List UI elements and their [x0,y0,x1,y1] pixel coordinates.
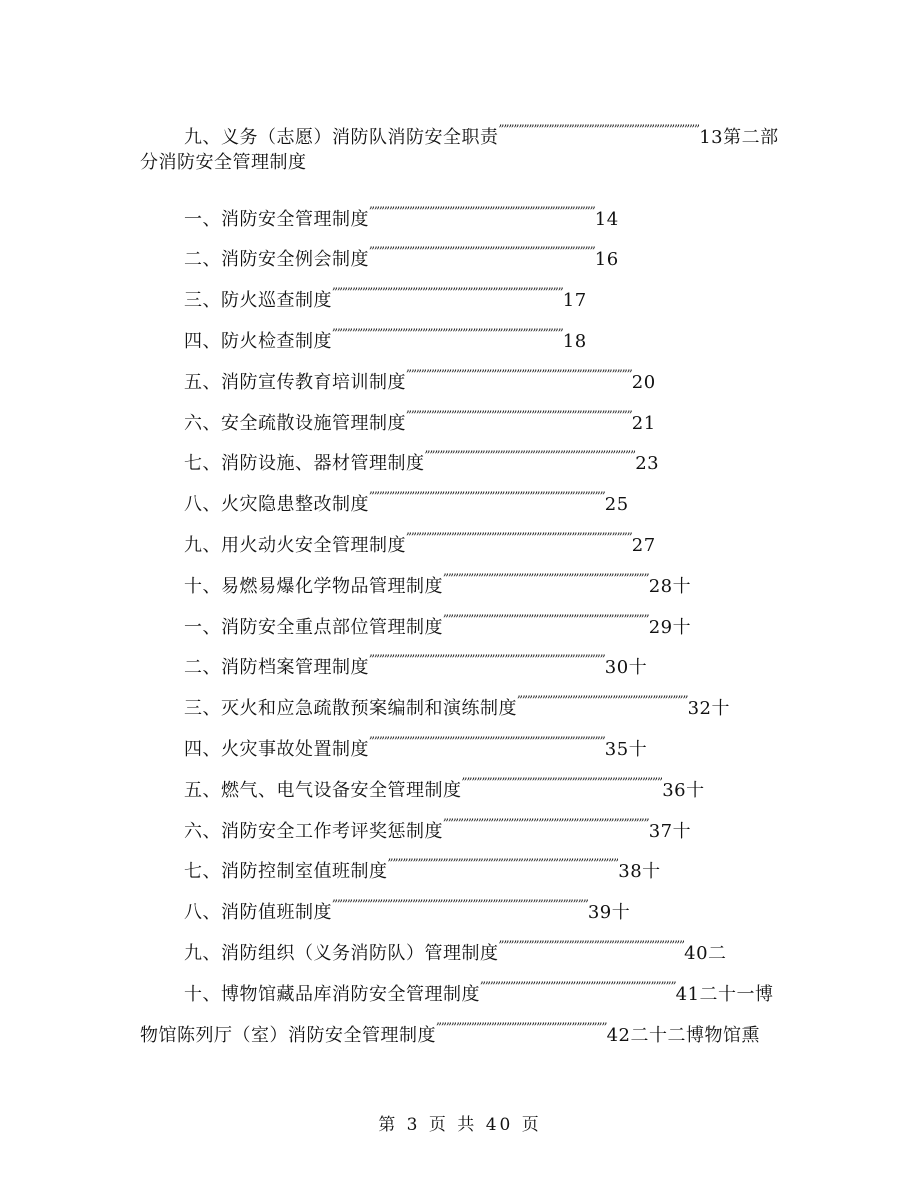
toc-entry [140,102,790,148]
toc-dot-leader: „„„„„„„„„„„„„„„„„„„„„„„„„„„„„„„„„„„„„„„„„„„„„„ [332,278,563,293]
toc-entry-page: 14 [594,208,619,230]
toc-entry [140,714,790,760]
toc-entry-page: 28十 [648,575,692,597]
toc-dot-leader: „„„„„„„„„„„„„„„„„„„„„„„„„„„„„„„„„„„„„„„„„„„„„ [369,237,595,252]
toc-entry-page: 37十 [648,820,692,842]
toc-entry-title: 十、博物馆藏品库消防安全管理制度 [184,983,480,1005]
toc-entry-title: 四、火灾事故处置制度 [184,738,369,760]
toc-entry [140,184,790,230]
toc-entry-title: 一、消防安全管理制度 [184,208,369,230]
toc-entry-page: 42二十二博物馆熏 [606,1024,760,1046]
toc-entry-title: 五、消防宣传教育培训制度 [184,371,406,393]
toc-entry-title: 九、义务（志愿）消防队消防安全职责 [184,126,499,148]
toc-entry [140,673,790,719]
toc-entry [140,469,790,515]
toc-entry-page: 41二十一博 [675,983,774,1005]
toc-dot-leader: „„„„„„„„„„„„„„„„„„„„„„„„„„„„„„„„„„„„„„„ [480,971,676,986]
toc-entry-title: 六、消防安全工作考评奖惩制度 [184,820,443,842]
toc-entry [140,306,790,352]
toc-entry [140,551,790,597]
toc-entry-page: 35十 [604,738,648,760]
toc-entry-page: 38十 [618,861,661,883]
toc-entry-page: 32十 [687,697,730,719]
toc-entry-page: 20 [631,371,656,393]
toc-entry-title: 十、易燃易爆化学物品管理制度 [184,575,443,597]
table-of-contents [140,102,790,1046]
toc-entry-title: 四、防火检查制度 [184,330,332,352]
toc-dot-leader: „„„„„„„„„„„„„„„„„„„„„„„„„„„„„„„„„„„„„ [498,930,685,945]
toc-entry-title: 分消防安全管理制度 [140,151,307,173]
toc-entry [140,388,790,434]
toc-entry-title: 五、燃气、电气设备安全管理制度 [184,779,462,801]
toc-entry-page: 23 [635,453,660,475]
toc-dot-leader: „„„„„„„„„„„„„„„„„„„„„„„„„„„„„„„„„„„„„„„„„„„„„„„„„„„ [332,890,588,905]
toc-entry-page: 13第二部 [699,126,779,148]
toc-dot-leader: „„„„„„„„„„„„„„„„„„„„„„„„„„„„„„„„„„ [436,1012,607,1027]
toc-entry-title: 三、灭火和应急疏散预案编制和演练制度 [184,697,517,719]
toc-entry-title: 物馆陈列厅（室）消防安全管理制度 [140,1024,436,1046]
toc-entry-title: 六、安全疏散设施管理制度 [184,412,406,434]
toc-entry-title: 一、消防安全重点部位管理制度 [184,616,443,638]
toc-entry [140,224,790,271]
toc-entry-title: 九、消防组织（义务消防队）管理制度 [184,942,499,964]
toc-entry-page: 21 [631,412,656,434]
toc-dot-leader: „„„„„„„„„„„„„„„„„„„„„„„„„„„„„„„„„„„„„„„„„ [443,808,649,823]
toc-dot-leader: „„„„„„„„„„„„„„„„„„„„„„„„„„„„„„„„„„„„„„„„„ [443,604,649,619]
toc-entry [140,755,790,801]
toc-entry-title: 七、消防设施、器材管理制度 [184,453,425,475]
toc-entry [140,796,790,842]
toc-entry [140,347,790,393]
toc-entry-page: 16 [594,249,619,271]
toc-entry-title: 九、用火动火安全管理制度 [184,534,406,556]
toc-dot-leader: „„„„„„„„„„„„„„„„„„„„„„„„„„„„„„„„„„„„„„„„„ [443,563,649,578]
toc-entry [140,918,790,964]
toc-entry-title: 二、消防档案管理制度 [184,657,369,679]
toc-entry-title: 八、消防值班制度 [184,901,332,923]
toc-entry-page: 25 [604,493,629,515]
toc-dot-leader: „„„„„„„„„„„„„„„„„„„„„„„„„„„„„„„„„„„„„„„„„„„„„„„ [369,482,605,497]
toc-dot-leader: „„„„„„„„„„„„„„„„„„„„„„„„„„„„„„„„„„„„„„„„„„„„„„ [332,318,563,333]
toc-entry [140,836,790,883]
toc-dot-leader: „„„„„„„„„„„„„„„„„„„„„„„„„„„„„„„„„„„„„„„„ [498,115,700,129]
toc-entry [140,143,790,184]
toc-dot-leader: „„„„„„„„„„„„„„„„„„„„„„„„„„„„„„„„„„„„„„„„„„ [424,441,636,456]
toc-entry-page: 18 [562,330,587,352]
toc-dot-leader: „„„„„„„„„„„„„„„„„„„„„„„„„„„„„„„„„„„„„„„„„„„„„„ [387,849,619,864]
toc-entry [140,510,790,556]
toc-dot-leader: „„„„„„„„„„„„„„„„„„„„„„„„„„„„„„„„„„„„„„„„ [461,767,663,782]
toc-dot-leader: „„„„„„„„„„„„„„„„„„„„„„„„„„„„„„„„„„„„„„„„„„„„„ [406,400,632,415]
toc-entry-page: 27 [631,534,656,556]
toc-entry-title: 八、火灾隐患整改制度 [184,493,369,515]
toc-entry [140,592,790,638]
toc-dot-leader: „„„„„„„„„„„„„„„„„„„„„„„„„„„„„„„„„„„„„„„„„„„„„ [406,359,632,374]
toc-entry-page: 17 [562,289,587,311]
toc-dot-leader: „„„„„„„„„„„„„„„„„„„„„„„„„„„„„„„„„„„„„„„„„„„„„ [406,522,632,537]
toc-entry-page: 36十 [662,779,705,801]
toc-entry-page: 40二 [684,942,727,964]
toc-entry-title: 七、消防控制室值班制度 [184,861,388,883]
toc-entry-page: 30十 [604,657,648,679]
toc-entry [140,428,790,475]
toc-entry [140,959,790,1005]
toc-dot-leader: „„„„„„„„„„„„„„„„„„„„„„„„„„„„„„„„„„„„„„„„„„„„„„„ [369,726,605,741]
toc-dot-leader: „„„„„„„„„„„„„„„„„„„„„„„„„„„„„„„„„„„„„„„„„„„„„ [369,196,595,211]
toc-entry [140,1000,790,1046]
toc-entry-page: 29十 [648,616,692,638]
toc-entry-page: 39十 [587,901,631,923]
toc-dot-leader: „„„„„„„„„„„„„„„„„„„„„„„„„„„„„„„„„„ [517,686,688,701]
toc-dot-leader: „„„„„„„„„„„„„„„„„„„„„„„„„„„„„„„„„„„„„„„„„„„„„„„ [369,645,605,660]
page-footer: 第 3 页 共 40 页 [378,1115,542,1135]
toc-entry [140,877,790,923]
toc-entry [140,632,790,679]
toc-entry-title: 三、防火巡查制度 [184,289,332,311]
toc-entry-title: 二、消防安全例会制度 [184,249,369,271]
toc-entry [140,265,790,311]
